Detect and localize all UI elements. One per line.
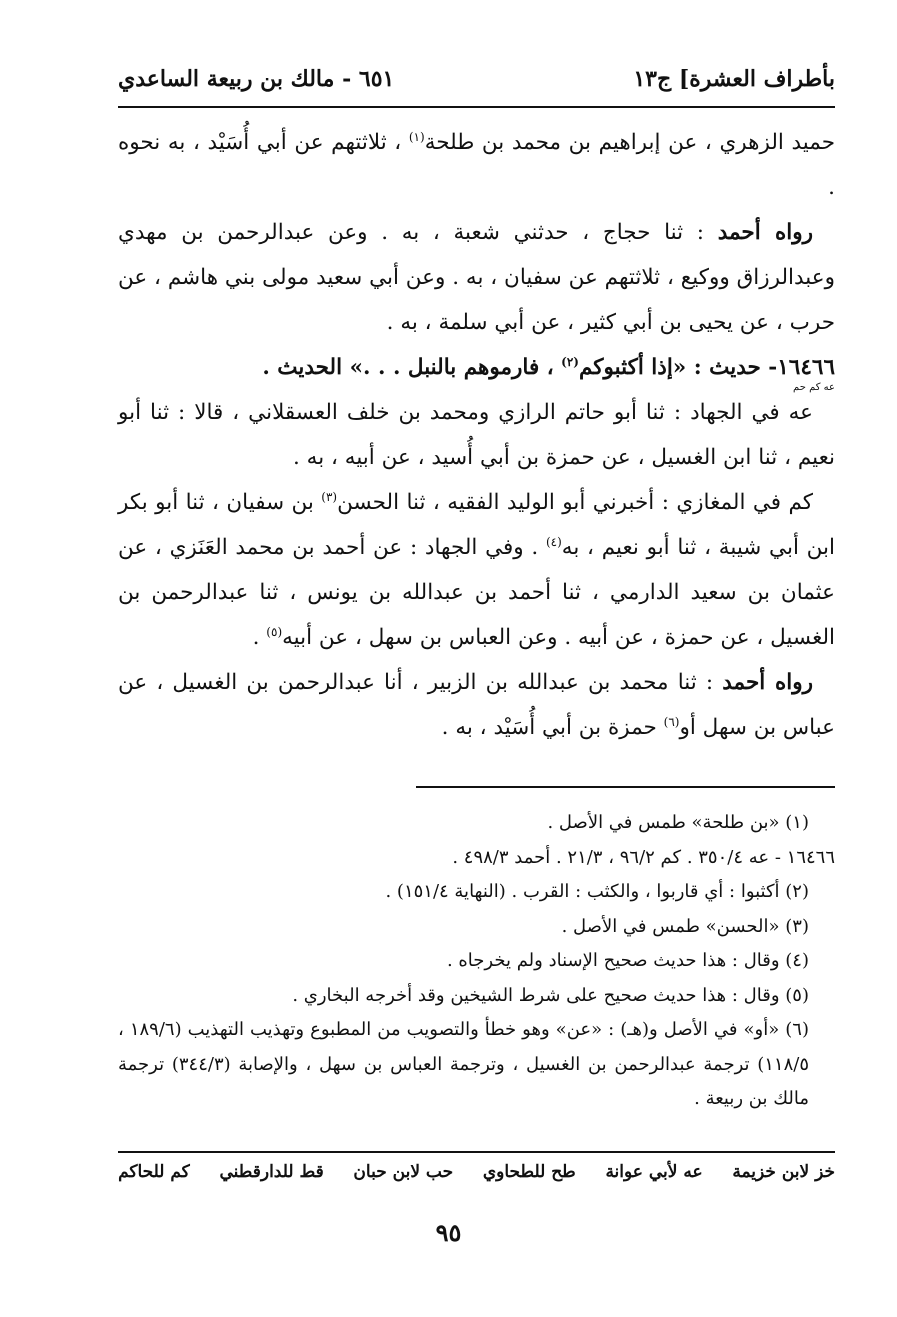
legend-item: خز لابن خزيمة — [732, 1162, 835, 1182]
footnote-4: (٤) وقال : هذا حديث صحيح الإسناد ولم يخرجاه . — [446, 950, 809, 971]
header-chapter-title: ٦٥١ - مالك بن ربيعة الساعدي — [118, 66, 395, 92]
paragraph-2-text: : ثنا حجاج ، حدثني شعبة ، به . وعن عبدالرحمن بن مهدي وعبدالرزاق ووكيع ، ثلاثتهم عن سفيان ، به . وعن أبي سعيد مولى بني هاشم ، عن حرب ، عن يحيى بن أبي كثير ، عن أبي سلمة ، به . — [118, 220, 835, 335]
page-number: ٩٥ — [435, 1218, 462, 1247]
footnotes — [118, 806, 835, 1117]
footnote-ref-1[interactable]: (١) — [408, 129, 425, 144]
paragraph-5-text-a: : ثنا محمد بن عبدالله بن الزبير ، أنا عبدالرحمن بن الغسيل ، عن عباس بن سهل أو — [118, 670, 835, 740]
paragraph-2 — [118, 210, 835, 345]
footnote-ref-6[interactable]: (٦) — [663, 714, 680, 729]
paragraph-3-text: عه في الجهاد : ثنا أبو حاتم الرازي ومحمد بن خلف العسقلاني ، قالا : ثنا أبو نعيم ، ثنا ابن الغسيل ، عن حمزة بن أبي أُسيد ، عن أبيه ، به . — [118, 400, 835, 470]
legend-item: كم للحاكم — [118, 1162, 190, 1182]
footnote-ref-5[interactable]: (٥) — [266, 624, 283, 639]
paragraph-1-text: حميد الزهري ، عن إبراهيم بن محمد بن طلحة — [424, 130, 835, 155]
paragraph-4-text-d: . — [252, 625, 267, 650]
legend-item: طح للطحاوي — [482, 1162, 576, 1182]
hadith-heading — [118, 345, 835, 393]
paragraph-1 — [118, 120, 835, 210]
paragraph-3 — [118, 390, 835, 480]
abbreviation-legend — [118, 1162, 835, 1192]
legend-item: عه لأبي عوانة — [605, 1162, 703, 1182]
paragraph-5-lead: رواه أحمد — [722, 670, 813, 695]
paragraph-4-text-c: . وفي الجهاد : عن أحمد بن محمد العَنَزي ، عن عثمان بن سعيد الدارمي ، ثنا أحمد بن عبدالله بن يونس ، ثنا عبدالرحمن بن الغسيل ، عن حمزة ، عن أبيه . وعن العباس بن سهل ، عن أبيه — [118, 535, 835, 650]
hadith-number-text: ١٦٤٦٦ — [777, 355, 835, 380]
footnote-ref-4[interactable]: (٤) — [545, 534, 562, 549]
header-volume-title: بأطراف العشرة] ج١٣ — [633, 66, 835, 92]
header-divider — [118, 106, 835, 108]
paragraph-2-lead: رواه أحمد — [717, 220, 813, 245]
footnote-divider — [416, 786, 835, 788]
main-text — [118, 120, 835, 750]
footnote-sources: ١٦٤٦٦ - عه ٣٥٠/٤ . كم ٩٦/٢ ، ٢١/٣ . أحمد ٤٩٨/٣ . — [452, 846, 835, 868]
paragraph-1-text-rest: ، ثلاثتهم عن أبي أُسَيْد ، به نحوه . — [118, 130, 835, 200]
footnote-5: (٥) وقال : هذا حديث صحيح على شرط الشيخين وقد أخرجه البخاري . — [292, 984, 809, 1006]
paragraph-4-text-a: كم في المغازي : أخبرني أبو الوليد الفقيه ، ثنا الحسن — [337, 490, 813, 515]
legend-item: حب لابن حبان — [353, 1162, 454, 1182]
paragraph-5 — [118, 660, 835, 750]
hadith-title-a: - حديث : «إذا أكثبوكم — [578, 355, 778, 380]
footnote-ref-3[interactable]: (٣) — [321, 489, 338, 504]
paragraph-5-text-b: حمزة بن أبي أُسَيْد ، به . — [441, 715, 664, 740]
running-header — [118, 62, 835, 96]
legend-divider — [118, 1151, 835, 1153]
legend-item: قط للدارقطني — [219, 1162, 324, 1182]
paragraph-4-text-b: بن سفيان ، ثنا أبو بكر ابن أبي شيبة ، ثنا أبو نعيم ، به — [118, 490, 835, 560]
footnote-1: (١) «بن طلحة» طمس في الأصل . — [547, 812, 809, 833]
hadith-number — [777, 355, 835, 393]
paragraph-4 — [118, 480, 835, 660]
footnote-3: (٣) «الحسن» طمس في الأصل . — [561, 915, 809, 937]
footnote-2: (٢) أكثبوا : أي قاربوا ، والكثب : القرب . (النهاية ١٥١/٤) . — [385, 881, 809, 902]
footnote-ref-2[interactable]: (٢) — [561, 354, 579, 369]
hadith-title-b: ، فارموهم بالنبل . . .» الحديث . — [262, 355, 562, 380]
footnote-6: (٦) «أو» في الأصل و(هـ) : «عن» وهو خطأ والتصويب من المطبوع وتهذيب التهذيب (١٨٩/٦ ، ١١٨/٥) ترجمة عبدالرحمن بن الغسيل ، وترجمة العباس بن سهل ، والإصابة (٣٤٤/٣) ترجمة مالك بن ربيعة . — [118, 1019, 809, 1109]
hadith-sigla: عه كم حم — [793, 382, 835, 393]
